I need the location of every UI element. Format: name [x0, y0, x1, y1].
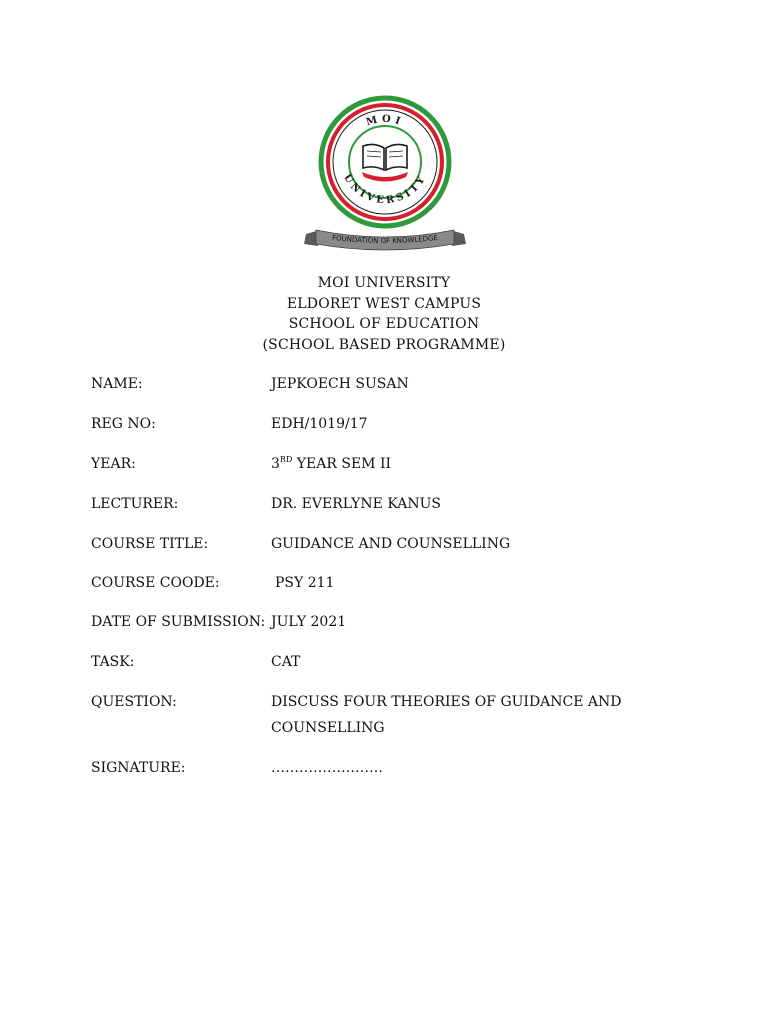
- university-name: MOI UNIVERSITY: [317, 275, 451, 291]
- signature-label: SIGNATURE:: [91, 760, 186, 776]
- logo-ribbon-text: FOUNDATION OF KNOWLEDGE: [331, 233, 439, 246]
- school-name: SCHOOL OF EDUCATION: [288, 316, 480, 332]
- university-logo: [300, 88, 470, 258]
- year-label: YEAR:: [91, 456, 136, 472]
- name-label: NAME:: [91, 376, 143, 392]
- reg-no-label: REG NO:: [91, 416, 156, 432]
- lecturer-value: DR. EVERLYNE KANUS: [271, 496, 441, 512]
- reg-no-value: EDH/1019/17: [271, 416, 368, 432]
- question-label-wrap: [91, 694, 177, 710]
- year-rest: YEAR SEM II: [292, 456, 392, 472]
- task-label: TASK:: [91, 654, 135, 670]
- course-title-label: COURSE TITLE:: [91, 536, 209, 552]
- course-code-value: PSY 211: [275, 575, 335, 591]
- course-title-value: GUIDANCE AND COUNSELLING: [271, 536, 511, 552]
- year-ordinal: RD: [279, 455, 293, 464]
- date-of-submission-value: JULY 2021: [271, 614, 347, 630]
- open-book-icon: [362, 144, 408, 181]
- course-code-label: COURSE COODE:: [91, 575, 220, 591]
- year-number: 3: [271, 456, 280, 472]
- date-of-submission-label: DATE OF SUBMISSION:: [91, 614, 266, 630]
- year-value: [271, 451, 691, 477]
- task-value: CAT: [271, 654, 301, 670]
- logo-bottom-text: UNIVERSITY: [341, 172, 429, 207]
- question-value: DISCUSS FOUR THEORIES OF GUIDANCE AND COUNSELLING: [271, 694, 622, 736]
- question-label: QUESTION:: [91, 694, 177, 710]
- signature-value: ……………………: [271, 760, 383, 776]
- document-header: [0, 273, 768, 355]
- programme-name: (SCHOOL BASED PROGRAMME): [262, 336, 506, 353]
- campus-name: ELDORET WEST CAMPUS: [286, 295, 482, 312]
- lecturer-label: LECTURER:: [91, 496, 179, 512]
- logo-top-text: MOI: [365, 113, 406, 129]
- name-value: JEPKOECH SUSAN: [271, 376, 409, 392]
- svg-text:FOUNDATION OF KNOWLEDGE: [332, 234, 439, 245]
- logo-seal-icon: [300, 88, 470, 258]
